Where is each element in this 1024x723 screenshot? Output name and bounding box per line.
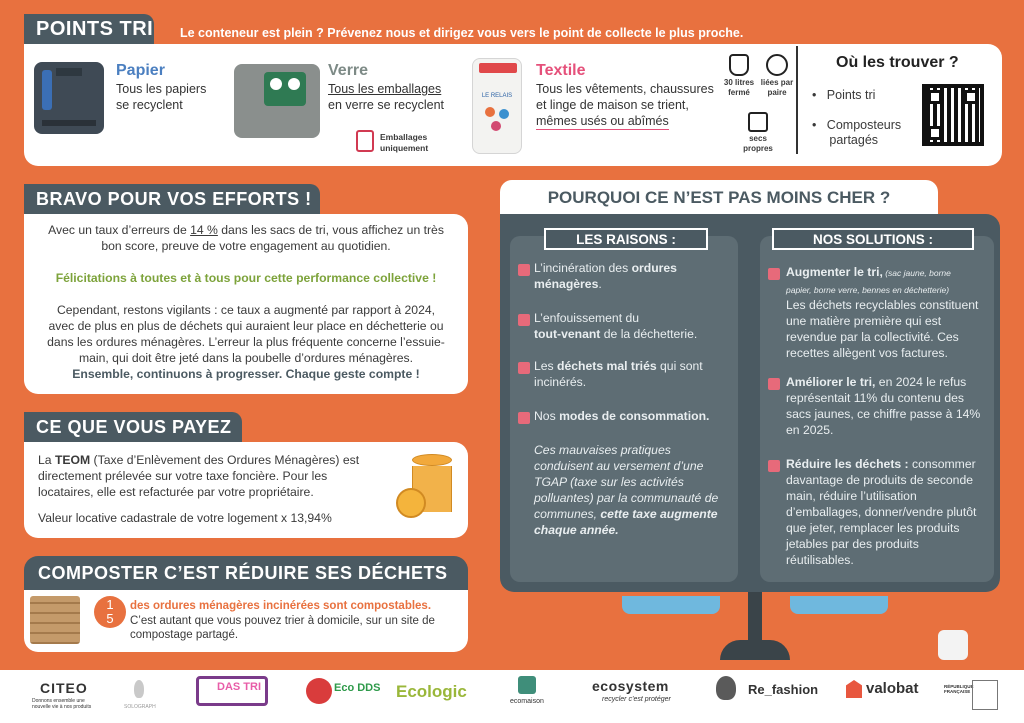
raison-3: Les déchets mal triés qui sont incinérés. xyxy=(534,359,703,389)
bravo-p3a: Cependant, restons vigilants : ce taux a augmenté par rapport à 2024, xyxy=(56,303,436,317)
no-cup-icon xyxy=(356,130,374,152)
divider xyxy=(796,46,798,154)
where-title: Où les trouver ? xyxy=(836,54,959,71)
thumb-up-icon xyxy=(768,378,780,390)
raison-1: L’incinération des ordures ménagères. xyxy=(534,261,677,291)
verre-name: Verre xyxy=(328,62,369,79)
ecosystem-sub: recycler c’est protéger xyxy=(602,696,671,703)
textile-name: Textile xyxy=(536,62,586,79)
raisons-title: LES RAISONS : xyxy=(544,228,708,250)
compost-bin-image xyxy=(30,596,80,644)
scale-base xyxy=(720,640,790,660)
points-tri-card xyxy=(24,44,1002,166)
verre-note1: Emballages xyxy=(380,132,428,142)
composter-line2: C’est autant que vous pouvez trier à domicile, sur un site de xyxy=(130,615,435,627)
bravo-card xyxy=(24,214,468,394)
bravo-p3b: avec de plus en plus de déchets qui auraient leur place en déchetterie ou xyxy=(48,319,444,333)
thumb-up-icon xyxy=(768,460,780,472)
textile-line1: Tous les vêtements, chaussures xyxy=(536,82,714,96)
papier-line2: se recyclent xyxy=(116,98,183,112)
payez-l1: La TEOM (Taxe d’Enlèvement des Ordures Ménagères) est xyxy=(38,453,360,467)
bravo-p4: Ensemble, continuons à progresser. Chaque geste compte ! xyxy=(72,367,420,381)
solution-2: Améliorer le tri, en 2024 le refus représentait 11% du contenu des sacs jaunes, ce chiffre passe à 14% en 2025. xyxy=(786,375,981,437)
bottle-icon xyxy=(938,630,968,660)
bravo-p1-cont: bon score, preuve de votre engagement au quotidien. xyxy=(101,239,391,253)
scale-pillar xyxy=(748,592,762,644)
bag-30l-icon: 30 litres fermé xyxy=(722,54,756,98)
where-item-composteurs: • Composteurs partagés xyxy=(812,118,902,147)
textile-bin-image: LE RELAIS xyxy=(472,58,522,154)
composter-card xyxy=(24,590,468,652)
dastri-logo: DAS TRI xyxy=(196,676,268,706)
solution-1: Augmenter le tri, (sac jaune, borne papier, borne verre, bennes en déchetterie) Les déchets recyclables constituent une matière première qui est revendue par la collectivité. Ces recettes allègent vos factures. xyxy=(786,265,979,360)
payez-title: CE QUE VOUS PAYEZ xyxy=(24,412,242,442)
verre-note2: uniquement xyxy=(380,143,429,153)
drop-icon xyxy=(134,680,144,698)
papier-bin-image xyxy=(34,62,104,134)
ecologic-logo: Ecologic xyxy=(396,682,467,701)
textile-line2: et linge de maison se trient, xyxy=(536,98,689,112)
raisons-italic: Ces mauvaises pratiques conduisent au versement d’une TGAP (taxe sur les activités polluantes) par la communauté de communes, cette taxe augmente chaque année. xyxy=(534,443,719,537)
payez-card xyxy=(24,442,468,538)
refashion-logo: Re_fashion xyxy=(748,682,819,697)
payez-l4: Valeur locative cadastrale de votre logement x 13,94% xyxy=(38,511,332,525)
solutions-title: NOS SOLUTIONS : xyxy=(772,228,974,250)
points-tri-title: POINTS TRI xyxy=(24,14,154,44)
fraction-badge: 1 5 xyxy=(94,596,126,628)
crest-icon xyxy=(972,680,998,710)
pourquoi-panel xyxy=(500,214,1000,592)
scale-right-plate xyxy=(790,596,888,614)
ecosystem-logo: ecosystem xyxy=(592,678,669,694)
valobat-icon xyxy=(846,680,862,698)
textile-line3: mêmes usés ou abîmés xyxy=(536,114,669,128)
citeo-sub1: Donnons ensemble une xyxy=(32,698,85,704)
partner-logos xyxy=(0,670,1024,723)
republique-logo: RÉPUBLIQUE FRANÇAISE xyxy=(944,684,974,694)
thumb-down-icon xyxy=(518,264,530,276)
pourquoi-title: POURQUOI CE N’EST PAS MOINS CHER ? xyxy=(500,180,938,214)
ecomaison-logo: ecomaison xyxy=(510,698,544,705)
ecodds-logo: Eco DDS xyxy=(334,682,381,694)
qr-code[interactable] xyxy=(922,84,984,146)
solution-3: Réduire les déchets : consommer davantage de produits de seconde main, réduire l’utilisation d’emballages, donner/vendre plutôt que jeter, remplacer les produits jetables par des produits réutilisables. xyxy=(786,457,977,567)
shoes-pair-icon: liées par paire xyxy=(758,54,796,98)
bravo-title: BRAVO POUR VOS EFFORTS ! xyxy=(24,184,320,214)
composter-title: COMPOSTER C’EST RÉDUIRE SES DÉCHETS xyxy=(24,556,468,590)
thumb-down-icon xyxy=(518,412,530,424)
raison-2: L’enfouissement du tout-venant de la déchetterie. xyxy=(534,311,698,341)
citeo-sub2: nouvelle vie à nos produits xyxy=(32,704,92,710)
paw-icon xyxy=(716,676,736,700)
verre-bin-image xyxy=(234,64,320,138)
citeo-logo: CITEO xyxy=(40,680,88,696)
payez-l2: directement prélevée sur votre taxe foncière. Pour les xyxy=(38,469,328,483)
dry-clean-shirt-icon: secs propres xyxy=(738,112,778,154)
sologra-logo: SOLOGRAPH xyxy=(124,704,156,710)
where-item-points-tri: • Points tri xyxy=(812,88,876,102)
thumb-up-icon xyxy=(768,268,780,280)
raison-4: Nos modes de consommation. xyxy=(534,409,710,423)
composter-line1: des ordures ménagères incinérées sont compostables. xyxy=(130,600,432,612)
thumb-down-icon xyxy=(518,362,530,374)
verre-line2: en verre se recyclent xyxy=(328,98,445,112)
verre-line1: Tous les emballages xyxy=(328,82,442,96)
bravo-p3d: main, qui doit être jeté dans la poubelle d’ordures ménagères. xyxy=(78,351,413,365)
ecomaison-icon xyxy=(518,676,536,694)
points-tri-subtitle: Le conteneur est plein ? Prévenez nous et dirigez vous vers le point de collecte le plus proche. xyxy=(180,26,744,40)
coins-icon xyxy=(396,452,456,526)
payez-l3: locataires, elle est refacturée par votre propriétaire. xyxy=(38,485,314,499)
bravo-congrats: Félicitations à toutes et à tous pour cette performance collective ! xyxy=(55,271,437,285)
papier-line1: Tous les papiers xyxy=(116,82,207,96)
thumb-down-icon xyxy=(518,314,530,326)
bravo-p1: Avec un taux d’erreurs de 14 % dans les sacs de tri, vous affichez un très xyxy=(48,223,444,237)
scale-left-plate xyxy=(622,596,720,614)
papier-name: Papier xyxy=(116,62,165,79)
bravo-p3c: dans les ordures ménagères. L’erreur la plus fréquente concerne l’essuie- xyxy=(47,335,445,349)
valobat-logo: valobat xyxy=(866,680,919,697)
composter-line3: compostage partagé. xyxy=(130,629,239,641)
ecodds-icon xyxy=(306,678,332,704)
